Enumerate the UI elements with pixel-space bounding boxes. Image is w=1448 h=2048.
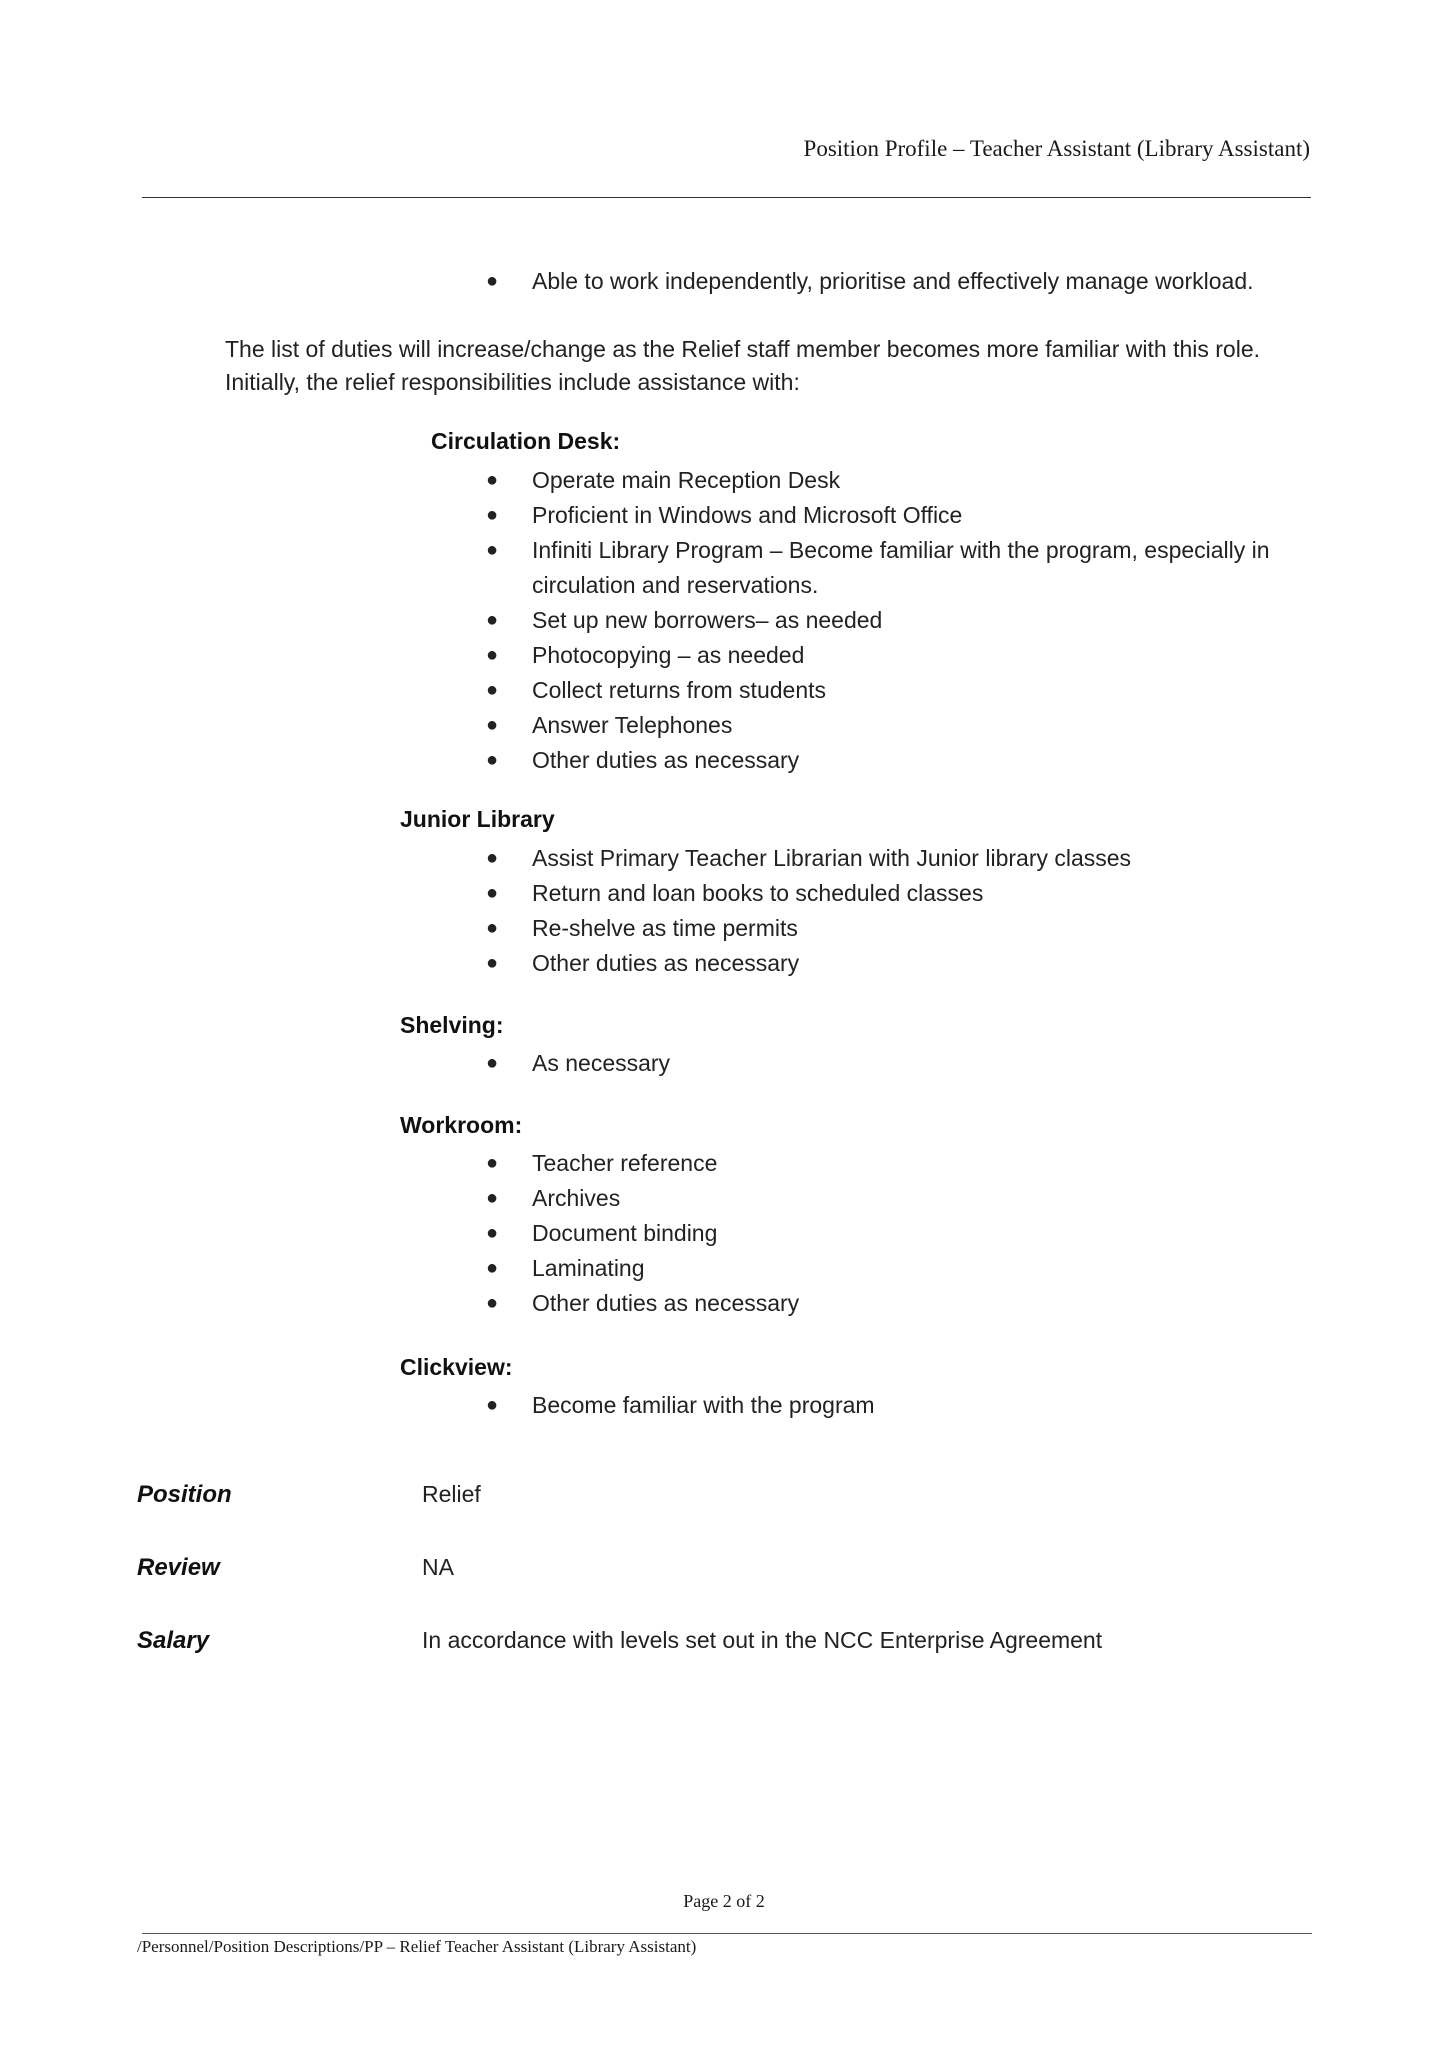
bullet-icon: ● — [486, 1222, 499, 1244]
position-value: Relief — [422, 1481, 481, 1507]
bullet-icon: ● — [486, 1292, 499, 1314]
shelving-list — [484, 1046, 1314, 1081]
intro-line: The list of duties will increase/change as the Relief staff member becomes more familiar with this role. — [225, 336, 1261, 362]
intro-line: Initially, the relief responsibilities include assistance with: — [225, 369, 800, 395]
junior-library-list — [484, 841, 1314, 981]
section-heading-circulation-desk: Circulation Desk: — [431, 428, 621, 454]
header-title: Position Profile – Teacher Assistant (Library Assistant) — [803, 136, 1310, 161]
list-item: ● Infiniti Library Program – Become familiar with the program, especially in circulation and reservations. — [484, 533, 1314, 603]
list-item: ● Teacher reference — [484, 1146, 1314, 1181]
list-item: ● Operate main Reception Desk — [484, 463, 1314, 498]
bullet-icon: ● — [486, 609, 499, 631]
review-value: NA — [422, 1554, 454, 1580]
footer-rule — [142, 1933, 1312, 1934]
list-item: ● Other duties as necessary — [484, 743, 1314, 778]
list-item: ● Assist Primary Teacher Librarian with Junior library classes — [484, 841, 1314, 876]
salary-label: Salary — [137, 1627, 210, 1654]
bullet-icon: ● — [486, 917, 499, 939]
bullet-icon: ● — [486, 504, 499, 526]
list-item: ● Proficient in Windows and Microsoft Office — [484, 498, 1314, 533]
clickview-list — [484, 1388, 1314, 1423]
list-item: ● Other duties as necessary — [484, 946, 1314, 981]
section-heading-junior-library: Junior Library — [400, 806, 555, 832]
list-item: ● Re-shelve as time permits — [484, 911, 1314, 946]
top-bullet-list — [484, 264, 1314, 299]
list-item: ● Document binding — [484, 1216, 1314, 1251]
list-item: ● Able to work independently, prioritise and effectively manage workload. — [484, 264, 1314, 299]
section-heading-shelving: Shelving: — [400, 1012, 504, 1038]
bullet-icon: ● — [486, 749, 499, 771]
list-item: ● Set up new borrowers– as needed — [484, 603, 1314, 638]
bullet-icon: ● — [486, 714, 499, 736]
footer-path: /Personnel/Position Descriptions/PP – Relief Teacher Assistant (Library Assistant) — [137, 1937, 697, 1956]
bullet-icon: ● — [486, 679, 499, 701]
list-item: ● Other duties as necessary — [484, 1286, 1314, 1321]
list-item: ● Photocopying – as needed — [484, 638, 1314, 673]
bullet-icon: ● — [486, 882, 499, 904]
list-item: ● Archives — [484, 1181, 1314, 1216]
bullet-icon: ● — [486, 644, 499, 666]
bullet-icon: ● — [486, 1394, 499, 1416]
intro-paragraph — [225, 333, 1325, 399]
circulation-desk-list — [484, 463, 1314, 778]
section-heading-workroom: Workroom: — [400, 1112, 523, 1138]
list-item: ● Return and loan books to scheduled classes — [484, 876, 1314, 911]
list-item: ● Answer Telephones — [484, 708, 1314, 743]
bullet-icon: ● — [486, 539, 499, 561]
section-heading-clickview: Clickview: — [400, 1354, 513, 1380]
bullet-icon: ● — [486, 1052, 499, 1074]
header-rule — [142, 197, 1311, 198]
bullet-icon: ● — [486, 1187, 499, 1209]
list-item: ● Collect returns from students — [484, 673, 1314, 708]
bullet-icon: ● — [486, 469, 499, 491]
bullet-icon: ● — [486, 1257, 499, 1279]
workroom-list — [484, 1146, 1314, 1321]
salary-value: In accordance with levels set out in the NCC Enterprise Agreement — [422, 1627, 1103, 1653]
list-item: ● As necessary — [484, 1046, 1314, 1081]
bullet-icon: ● — [486, 847, 499, 869]
review-label: Review — [137, 1554, 220, 1581]
bullet-icon: ● — [486, 952, 499, 974]
bullet-icon: ● — [486, 1152, 499, 1174]
bullet-icon: ● — [486, 270, 499, 292]
list-item: ● Become familiar with the program — [484, 1388, 1314, 1423]
page-number: Page 2 of 2 — [683, 1891, 765, 1911]
position-label: Position — [137, 1481, 232, 1508]
list-item: ● Laminating — [484, 1251, 1314, 1286]
